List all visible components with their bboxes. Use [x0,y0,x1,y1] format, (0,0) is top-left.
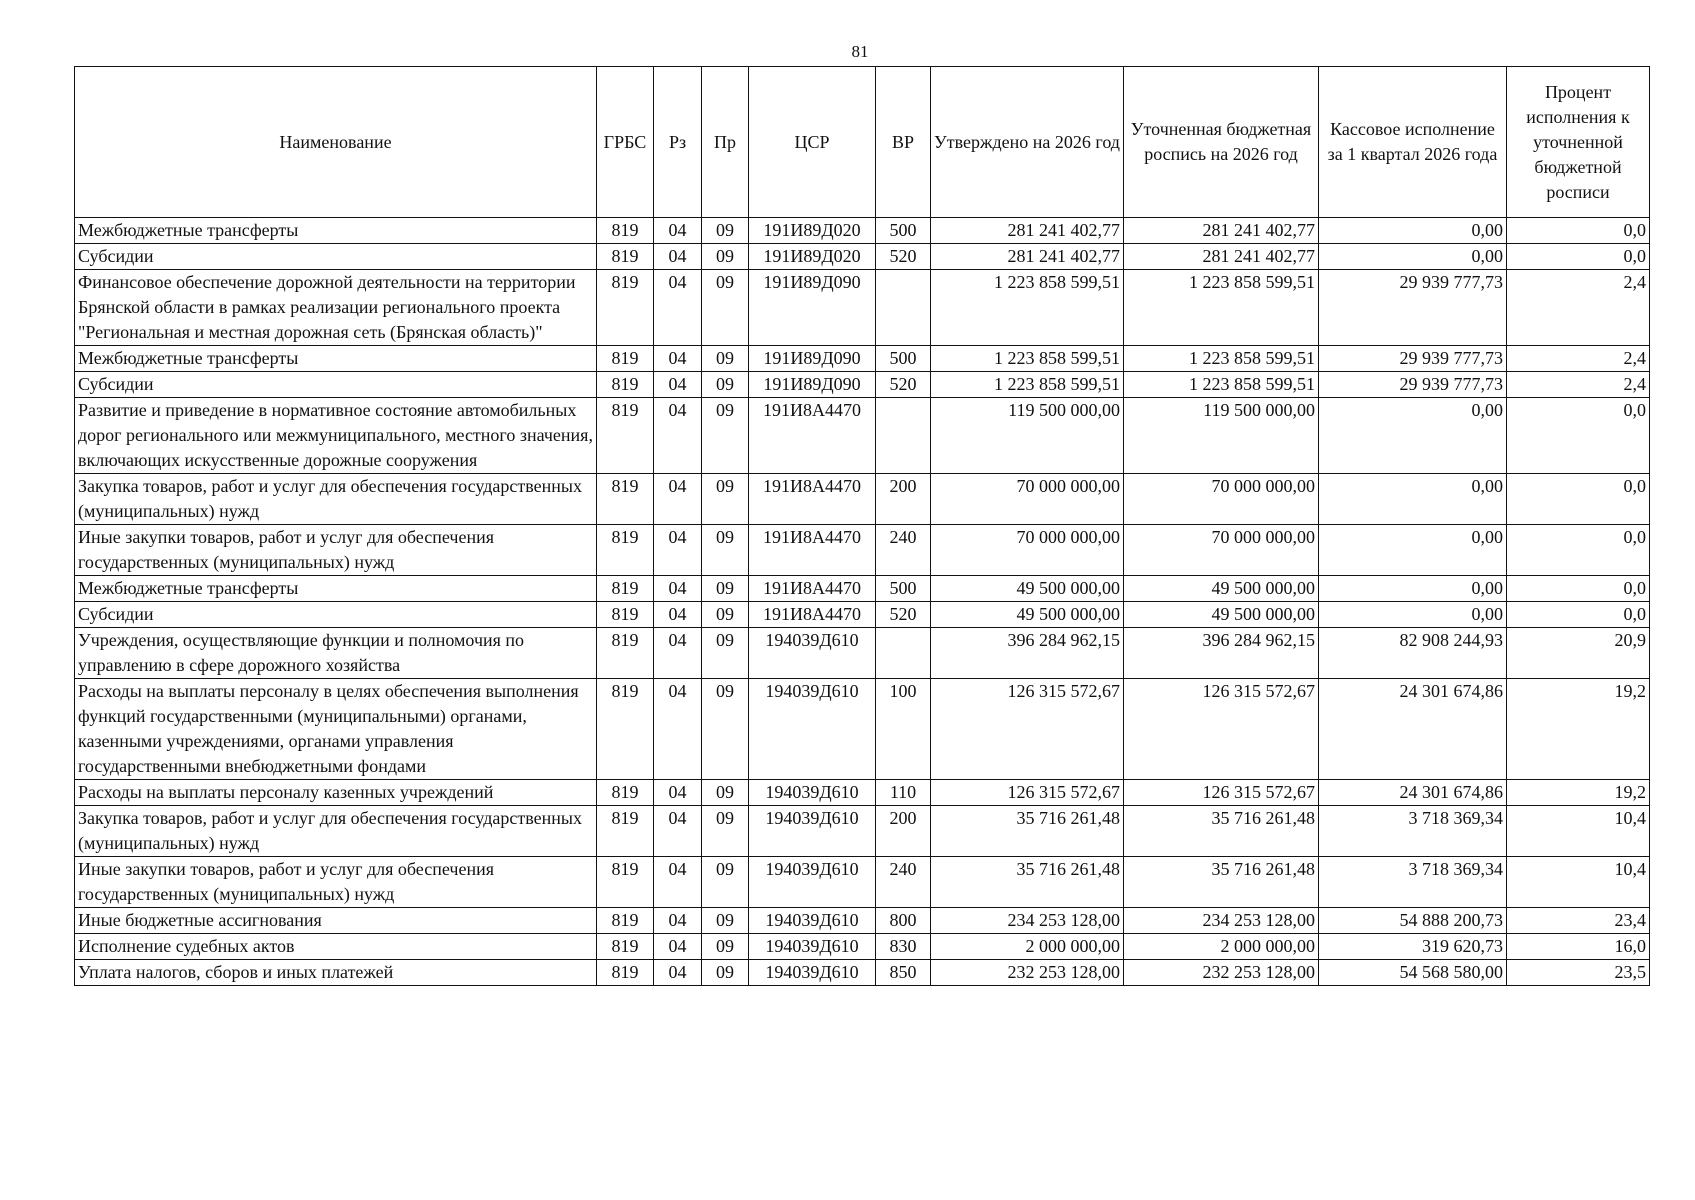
cell-cash: 0,00 [1319,244,1507,270]
cell-grbs: 819 [597,908,654,934]
table-row [75,934,1650,960]
cell-pr: 09 [702,679,749,780]
cell-csr: 191И8А4470 [749,474,876,525]
table-row [75,346,1650,372]
cell-csr: 191И8А4470 [749,602,876,628]
cell-rz: 04 [654,218,702,244]
cell-cash: 24 301 674,86 [1319,679,1507,780]
cell-percent: 10,4 [1507,857,1650,908]
cell-grbs: 819 [597,398,654,474]
cell-rz: 04 [654,270,702,346]
cell-rz: 04 [654,372,702,398]
cell-refined: 70 000 000,00 [1124,525,1319,576]
cell-percent: 23,4 [1507,908,1650,934]
cell-grbs: 819 [597,372,654,398]
cell-rz: 04 [654,628,702,679]
cell-rz: 04 [654,576,702,602]
cell-refined: 1 223 858 599,51 [1124,270,1319,346]
cell-percent: 0,0 [1507,525,1650,576]
cell-approved: 1 223 858 599,51 [931,270,1124,346]
table-row [75,628,1650,679]
cell-vr [876,398,931,474]
header-pr: Пр [702,67,749,218]
cell-refined: 70 000 000,00 [1124,474,1319,525]
header-cash: Кассовое исполнение за 1 квартал 2026 года [1319,67,1507,218]
cell-vr: 240 [876,525,931,576]
cell-vr [876,270,931,346]
cell-approved: 49 500 000,00 [931,576,1124,602]
cell-pr: 09 [702,960,749,986]
header-vr: ВР [876,67,931,218]
cell-csr: 194039Д610 [749,806,876,857]
cell-name: Развитие и приведение в нормативное состояние автомобильных дорог регионального или межмуниципального, местного значения, включающих искусственные дорожные сооружения [75,398,597,474]
cell-approved: 234 253 128,00 [931,908,1124,934]
cell-approved: 35 716 261,48 [931,857,1124,908]
cell-cash: 0,00 [1319,398,1507,474]
cell-refined: 49 500 000,00 [1124,576,1319,602]
cell-approved: 1 223 858 599,51 [931,372,1124,398]
table-row [75,576,1650,602]
table-row [75,908,1650,934]
cell-pr: 09 [702,346,749,372]
cell-pr: 09 [702,218,749,244]
cell-name: Уплата налогов, сборов и иных платежей [75,960,597,986]
cell-pr: 09 [702,270,749,346]
cell-csr: 194039Д610 [749,628,876,679]
cell-pr: 09 [702,780,749,806]
cell-csr: 194039Д610 [749,780,876,806]
cell-refined: 234 253 128,00 [1124,908,1319,934]
cell-rz: 04 [654,346,702,372]
cell-percent: 19,2 [1507,679,1650,780]
page-number: 81 [851,42,869,61]
cell-name: Межбюджетные трансферты [75,346,597,372]
cell-approved: 49 500 000,00 [931,602,1124,628]
cell-grbs: 819 [597,576,654,602]
cell-percent: 0,0 [1507,398,1650,474]
cell-rz: 04 [654,780,702,806]
cell-name: Иные закупки товаров, работ и услуг для обеспечения государственных (муниципальных) нужд [75,525,597,576]
cell-rz: 04 [654,960,702,986]
cell-rz: 04 [654,857,702,908]
cell-grbs: 819 [597,857,654,908]
cell-percent: 20,9 [1507,628,1650,679]
cell-refined: 2 000 000,00 [1124,934,1319,960]
cell-csr: 194039Д610 [749,908,876,934]
cell-csr: 191И8А4470 [749,398,876,474]
cell-pr: 09 [702,398,749,474]
cell-pr: 09 [702,372,749,398]
cell-csr: 191И89Д090 [749,372,876,398]
cell-percent: 0,0 [1507,244,1650,270]
cell-cash: 0,00 [1319,218,1507,244]
cell-name: Межбюджетные трансферты [75,576,597,602]
cell-cash: 29 939 777,73 [1319,270,1507,346]
cell-approved: 281 241 402,77 [931,244,1124,270]
cell-pr: 09 [702,474,749,525]
cell-rz: 04 [654,525,702,576]
cell-approved: 70 000 000,00 [931,525,1124,576]
cell-approved: 396 284 962,15 [931,628,1124,679]
table-row [75,679,1650,780]
cell-cash: 29 939 777,73 [1319,346,1507,372]
cell-grbs: 819 [597,602,654,628]
cell-vr: 200 [876,806,931,857]
cell-csr: 194039Д610 [749,679,876,780]
header-refined: Уточненная бюджетная роспись на 2026 год [1124,67,1319,218]
cell-csr: 191И89Д020 [749,244,876,270]
cell-vr: 800 [876,908,931,934]
cell-csr: 194039Д610 [749,960,876,986]
cell-csr: 191И8А4470 [749,576,876,602]
cell-approved: 126 315 572,67 [931,780,1124,806]
cell-approved: 70 000 000,00 [931,474,1124,525]
table-body [75,218,1650,986]
table-row [75,474,1650,525]
cell-pr: 09 [702,244,749,270]
cell-refined: 281 241 402,77 [1124,244,1319,270]
cell-vr: 520 [876,602,931,628]
cell-rz: 04 [654,244,702,270]
cell-name: Субсидии [75,372,597,398]
cell-cash: 3 718 369,34 [1319,806,1507,857]
cell-grbs: 819 [597,628,654,679]
cell-refined: 49 500 000,00 [1124,602,1319,628]
cell-vr: 520 [876,372,931,398]
cell-grbs: 819 [597,679,654,780]
cell-csr: 191И89Д090 [749,270,876,346]
header-rz: Рз [654,67,702,218]
cell-grbs: 819 [597,244,654,270]
cell-csr: 191И89Д090 [749,346,876,372]
cell-vr: 850 [876,960,931,986]
header-csr: ЦСР [749,67,876,218]
cell-vr: 500 [876,576,931,602]
cell-refined: 281 241 402,77 [1124,218,1319,244]
cell-rz: 04 [654,474,702,525]
cell-grbs: 819 [597,270,654,346]
cell-grbs: 819 [597,525,654,576]
cell-name: Исполнение судебных актов [75,934,597,960]
cell-percent: 23,5 [1507,960,1650,986]
cell-cash: 0,00 [1319,602,1507,628]
cell-percent: 2,4 [1507,270,1650,346]
cell-rz: 04 [654,602,702,628]
cell-refined: 35 716 261,48 [1124,806,1319,857]
cell-rz: 04 [654,908,702,934]
cell-percent: 0,0 [1507,474,1650,525]
cell-grbs: 819 [597,474,654,525]
table-row [75,780,1650,806]
cell-approved: 126 315 572,67 [931,679,1124,780]
cell-approved: 281 241 402,77 [931,218,1124,244]
cell-cash: 82 908 244,93 [1319,628,1507,679]
cell-pr: 09 [702,857,749,908]
table-row [75,602,1650,628]
table-row [75,398,1650,474]
cell-refined: 35 716 261,48 [1124,857,1319,908]
cell-percent: 2,4 [1507,346,1650,372]
cell-vr: 500 [876,346,931,372]
cell-name: Межбюджетные трансферты [75,218,597,244]
table-row [75,244,1650,270]
cell-pr: 09 [702,806,749,857]
cell-percent: 2,4 [1507,372,1650,398]
cell-approved: 232 253 128,00 [931,960,1124,986]
cell-vr: 500 [876,218,931,244]
cell-rz: 04 [654,934,702,960]
header-approved: Утверждено на 2026 год [931,67,1124,218]
cell-cash: 3 718 369,34 [1319,857,1507,908]
cell-pr: 09 [702,934,749,960]
cell-approved: 1 223 858 599,51 [931,346,1124,372]
cell-name: Учреждения, осуществляющие функции и полномочия по управлению в сфере дорожного хозяйства [75,628,597,679]
cell-grbs: 819 [597,934,654,960]
table-row [75,806,1650,857]
header-percent: Процент исполнения к уточненной бюджетной росписи [1507,67,1650,218]
cell-cash: 319 620,73 [1319,934,1507,960]
cell-pr: 09 [702,908,749,934]
table-header-row [75,67,1650,218]
cell-refined: 119 500 000,00 [1124,398,1319,474]
cell-name: Финансовое обеспечение дорожной деятельности на территории Брянской области в рамках реализации регионального проекта "Региональная и местная дорожная сеть (Брянская область)" [75,270,597,346]
table-row [75,372,1650,398]
cell-percent: 0,0 [1507,218,1650,244]
cell-name: Закупка товаров, работ и услуг для обеспечения государственных (муниципальных) нужд [75,474,597,525]
table-row [75,857,1650,908]
cell-rz: 04 [654,806,702,857]
cell-grbs: 819 [597,346,654,372]
cell-name: Субсидии [75,602,597,628]
cell-vr: 100 [876,679,931,780]
cell-percent: 0,0 [1507,576,1650,602]
cell-name: Расходы на выплаты персоналу в целях обеспечения выполнения функций государственными (муниципальными) органами, казенными учреждениями, органами управления государственными внебюджетными фондами [75,679,597,780]
cell-pr: 09 [702,628,749,679]
cell-cash: 0,00 [1319,525,1507,576]
cell-vr: 240 [876,857,931,908]
budget-table [74,66,1650,986]
cell-csr: 194039Д610 [749,857,876,908]
cell-pr: 09 [702,576,749,602]
cell-refined: 126 315 572,67 [1124,780,1319,806]
cell-name: Иные бюджетные ассигнования [75,908,597,934]
cell-rz: 04 [654,398,702,474]
cell-refined: 1 223 858 599,51 [1124,372,1319,398]
cell-percent: 10,4 [1507,806,1650,857]
cell-pr: 09 [702,525,749,576]
cell-grbs: 819 [597,960,654,986]
cell-percent: 19,2 [1507,780,1650,806]
table-row [75,960,1650,986]
cell-csr: 191И89Д020 [749,218,876,244]
header-name: Наименование [75,67,597,218]
cell-percent: 16,0 [1507,934,1650,960]
cell-approved: 2 000 000,00 [931,934,1124,960]
cell-refined: 126 315 572,67 [1124,679,1319,780]
cell-cash: 54 888 200,73 [1319,908,1507,934]
cell-vr [876,628,931,679]
cell-name: Закупка товаров, работ и услуг для обеспечения государственных (муниципальных) нужд [75,806,597,857]
cell-vr: 110 [876,780,931,806]
cell-vr: 520 [876,244,931,270]
cell-cash: 24 301 674,86 [1319,780,1507,806]
cell-approved: 119 500 000,00 [931,398,1124,474]
cell-grbs: 819 [597,806,654,857]
cell-cash: 0,00 [1319,576,1507,602]
header-grbs: ГРБС [597,67,654,218]
cell-name: Субсидии [75,244,597,270]
table-row [75,270,1650,346]
cell-pr: 09 [702,602,749,628]
cell-vr: 830 [876,934,931,960]
cell-refined: 396 284 962,15 [1124,628,1319,679]
cell-grbs: 819 [597,780,654,806]
cell-cash: 54 568 580,00 [1319,960,1507,986]
table-row [75,218,1650,244]
cell-vr: 200 [876,474,931,525]
cell-approved: 35 716 261,48 [931,806,1124,857]
cell-cash: 29 939 777,73 [1319,372,1507,398]
table-row [75,525,1650,576]
cell-percent: 0,0 [1507,602,1650,628]
cell-refined: 232 253 128,00 [1124,960,1319,986]
cell-name: Иные закупки товаров, работ и услуг для обеспечения государственных (муниципальных) нужд [75,857,597,908]
cell-cash: 0,00 [1319,474,1507,525]
cell-name: Расходы на выплаты персоналу казенных учреждений [75,780,597,806]
cell-refined: 1 223 858 599,51 [1124,346,1319,372]
cell-rz: 04 [654,679,702,780]
cell-csr: 194039Д610 [749,934,876,960]
cell-csr: 191И8А4470 [749,525,876,576]
cell-grbs: 819 [597,218,654,244]
